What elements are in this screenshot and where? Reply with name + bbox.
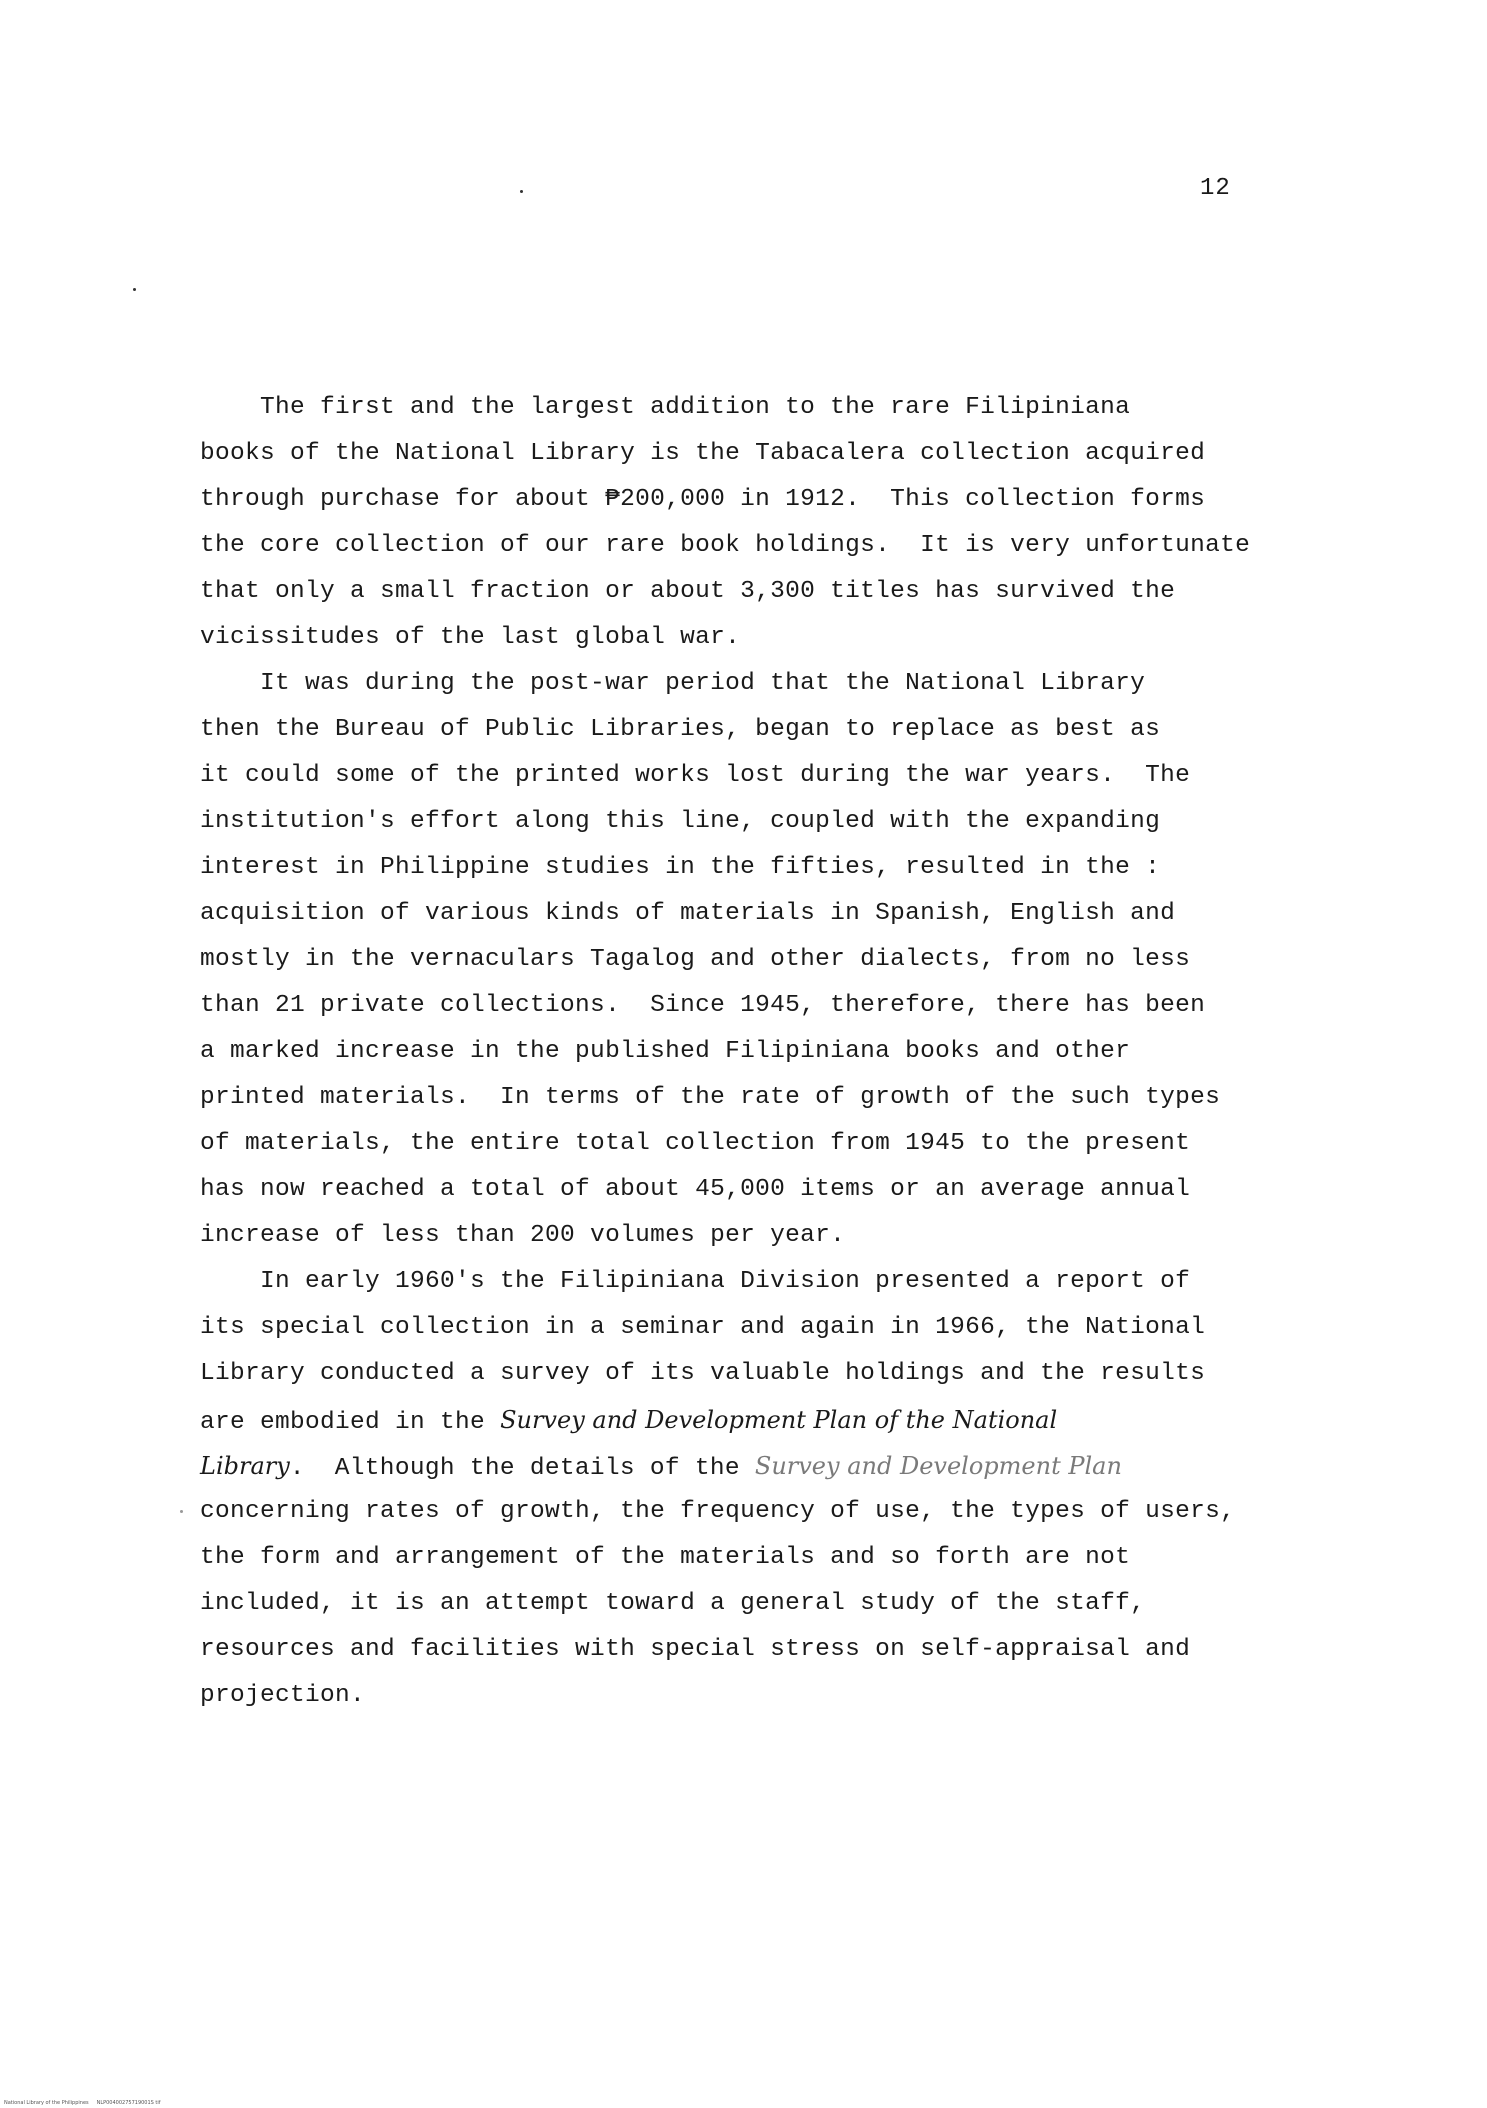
text-line: the core collection of our rare book holdings. It is very unfortunate	[200, 532, 1251, 559]
text-line: increase of less than 200 volumes per year.	[200, 1222, 846, 1249]
text-line: a marked increase in the published Filipiniana books and other	[200, 1038, 1131, 1065]
text-line: vicissitudes of the last global war.	[200, 624, 741, 651]
text-line: Library conducted a survey of its valuable holdings and the results	[200, 1360, 1206, 1387]
text-line: that only a small fraction or about 3,300 titles has survived the	[200, 578, 1176, 605]
page-number: 12	[1200, 175, 1231, 202]
text-line: it could some of the printed works lost during the war years. The	[200, 762, 1191, 789]
publication-title: Survey and Development Plan	[754, 1452, 1122, 1480]
text-segment: . Although the details of the	[289, 1455, 755, 1482]
text-line: of materials, the entire total collection from 1945 to the present	[200, 1130, 1191, 1157]
text-line: institution's effort along this line, coupled with the expanding	[200, 808, 1161, 835]
publication-title: Library	[200, 1452, 290, 1480]
text-line: books of the National Library is the Tabacalera collection acquired	[200, 440, 1206, 467]
text-segment: are embodied in the	[200, 1409, 501, 1436]
text-line: has now reached a total of about 45,000 items or an average annual	[200, 1176, 1191, 1203]
publication-title: Survey and Development Plan of the National	[500, 1406, 1058, 1434]
text-line: printed materials. In terms of the rate of growth of the such types	[200, 1084, 1221, 1111]
text-line: then the Bureau of Public Libraries, began to replace as best as	[200, 716, 1161, 743]
text-line: acquisition of various kinds of materials in Spanish, English and	[200, 900, 1176, 927]
text-line: The first and the largest addition to the rare Filipiniana	[200, 394, 1131, 421]
text-line: than 21 private collections. Since 1945, therefore, there has been	[200, 992, 1206, 1019]
text-line	[200, 1408, 1057, 1436]
scan-footer: National Library of the Philippines NLP00400275719001S tif	[4, 2100, 161, 2106]
scan-speck	[180, 1510, 183, 1513]
text-line	[200, 1454, 1122, 1482]
text-line: concerning rates of growth, the frequency of use, the types of users,	[200, 1498, 1236, 1525]
text-line: through purchase for about ₱200,000 in 1912. This collection forms	[200, 486, 1206, 513]
text-line: the form and arrangement of the materials and so forth are not	[200, 1544, 1131, 1571]
text-line: resources and facilities with special stress on self-appraisal and	[200, 1636, 1191, 1663]
scan-speck	[520, 190, 523, 193]
text-line: interest in Philippine studies in the fifties, resulted in the :	[200, 854, 1161, 881]
text-line: included, it is an attempt toward a general study of the staff,	[200, 1590, 1146, 1617]
text-line: In early 1960's the Filipiniana Division presented a report of	[200, 1268, 1191, 1295]
text-line: mostly in the vernaculars Tagalog and other dialects, from no less	[200, 946, 1191, 973]
scan-speck	[133, 288, 136, 291]
text-line: It was during the post-war period that the National Library	[200, 670, 1146, 697]
text-line: its special collection in a seminar and again in 1966, the National	[200, 1314, 1206, 1341]
text-line: projection.	[200, 1682, 366, 1709]
